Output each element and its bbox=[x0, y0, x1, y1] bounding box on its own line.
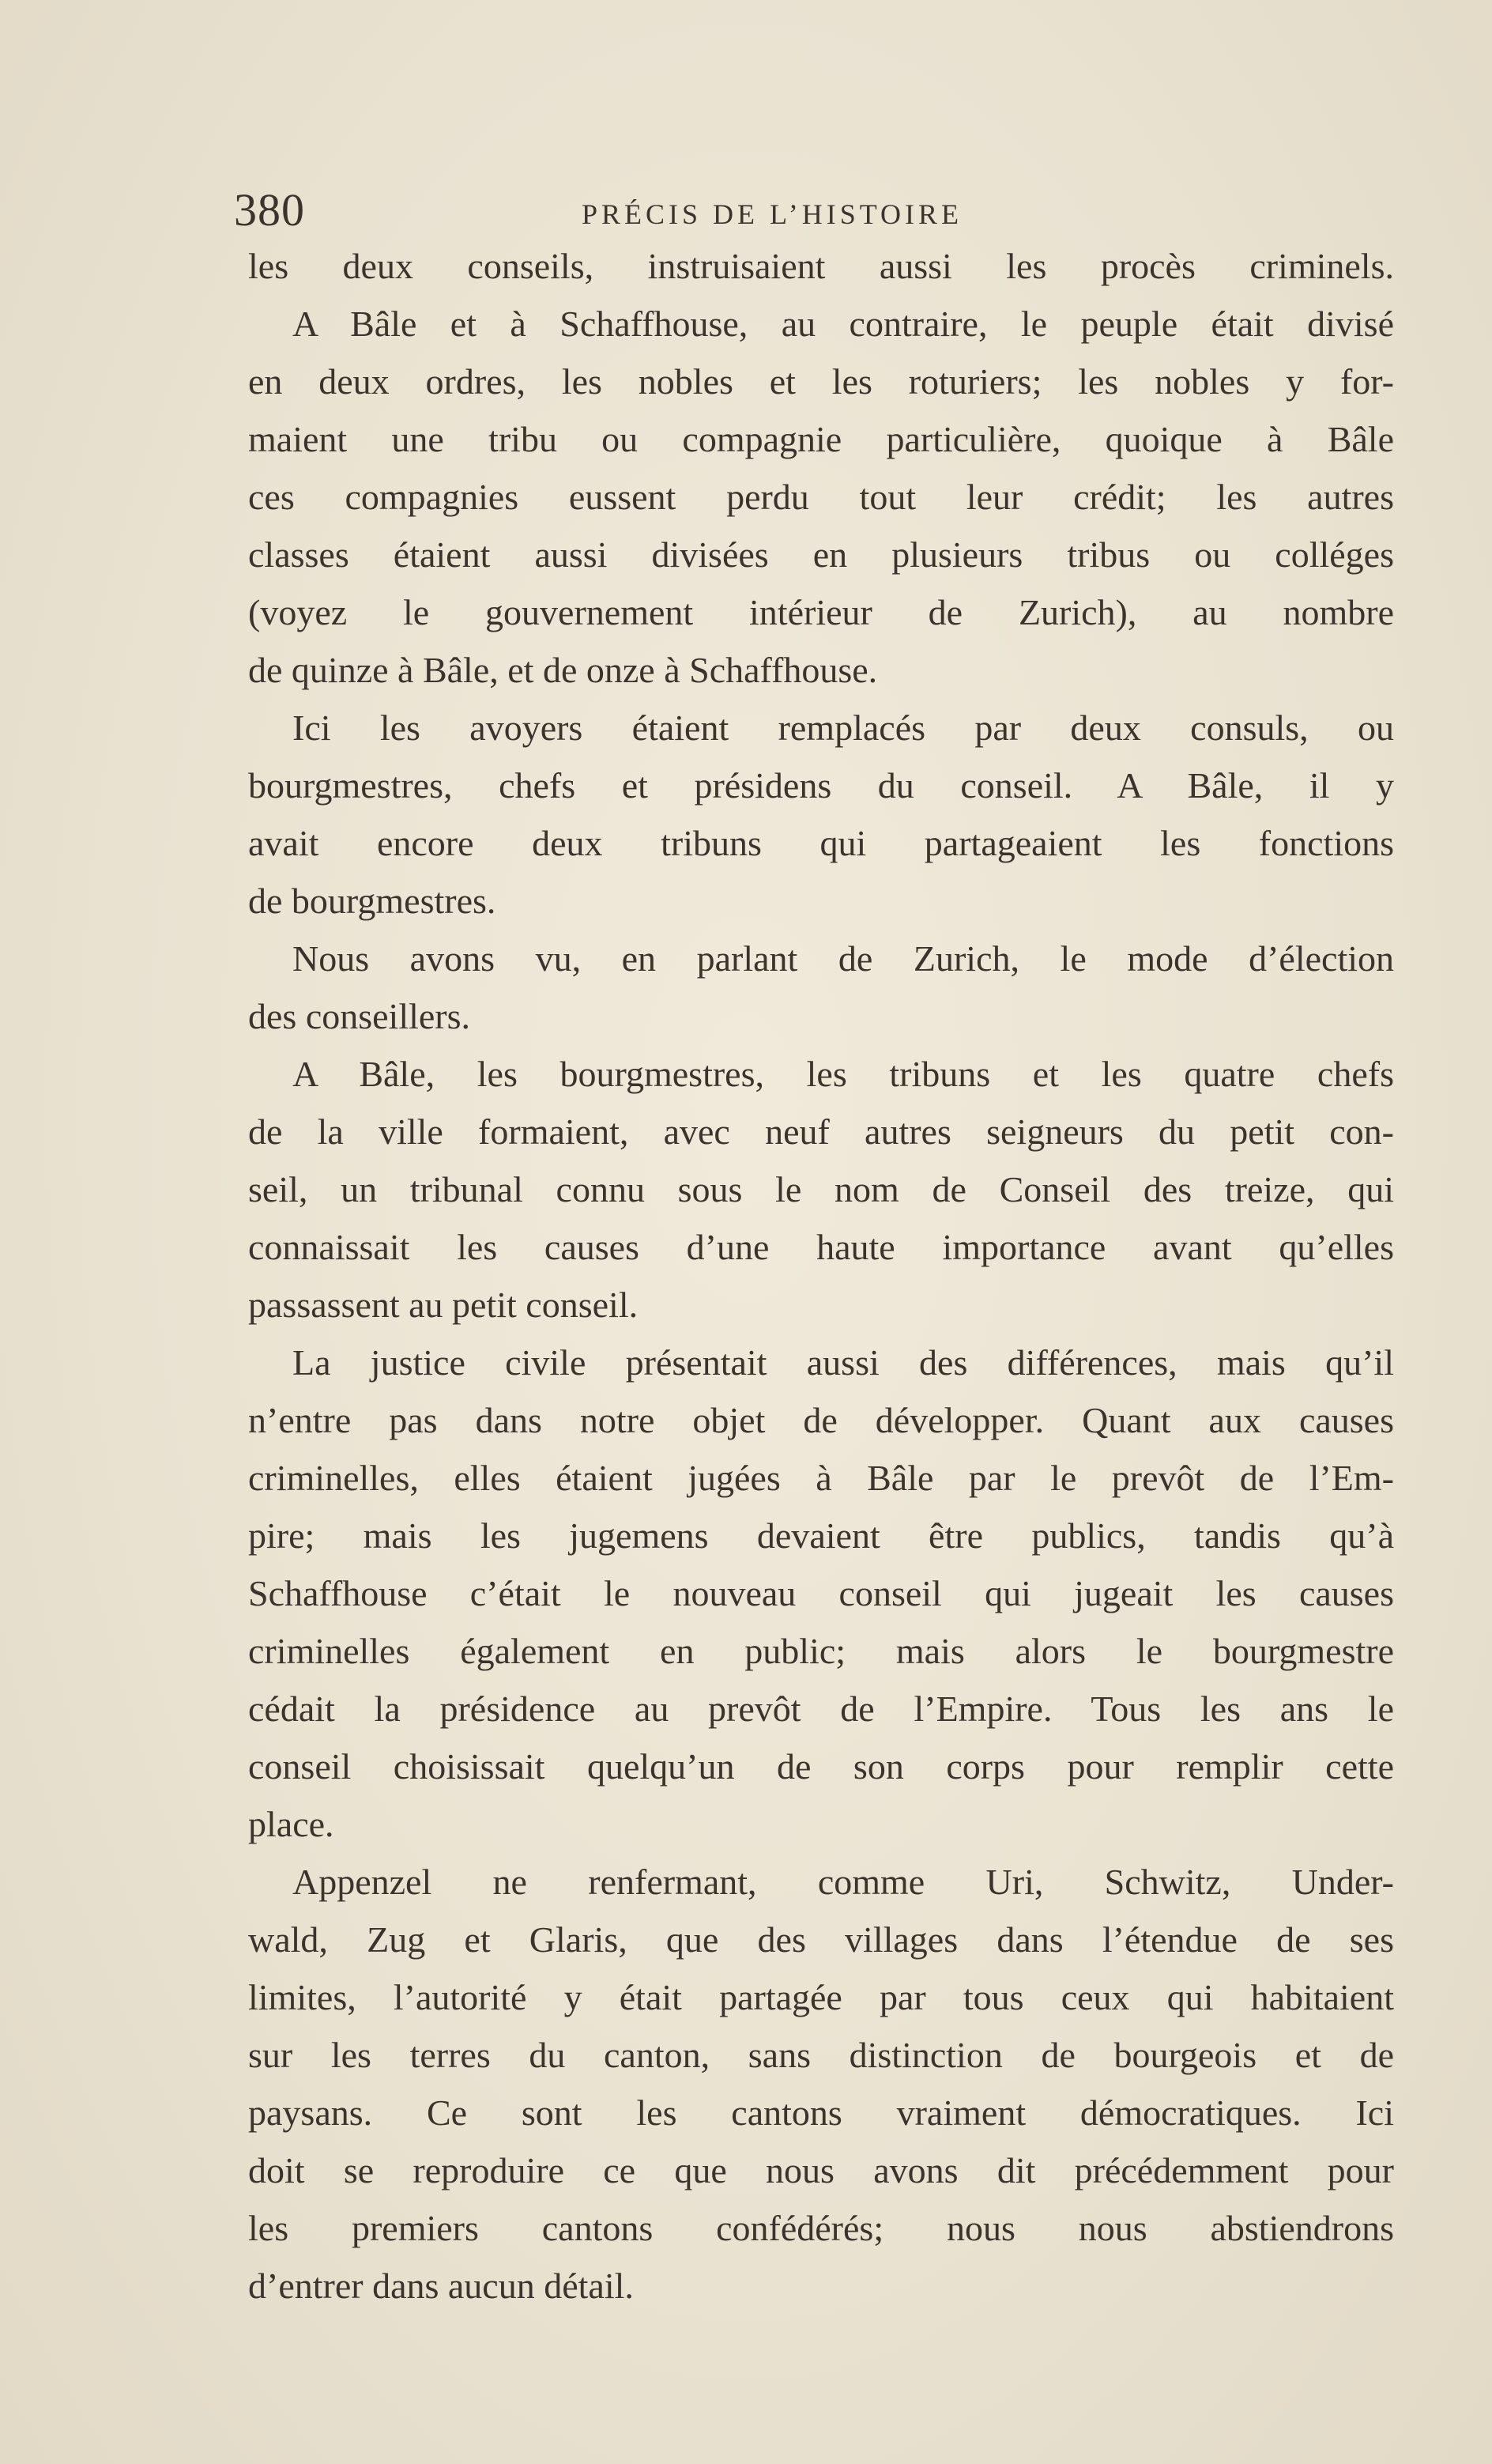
text-line: wald, Zug et Glaris, que des villages dans l’étendue de ses bbox=[248, 1919, 1394, 1960]
text-line: ces compagnies eussent perdu tout leur crédit; les autres bbox=[248, 477, 1394, 517]
text-line: Nous avons vu, en parlant de Zurich, le mode d’élection bbox=[292, 938, 1394, 979]
text-line: en deux ordres, les nobles et les roturiers; les nobles y for- bbox=[248, 361, 1394, 402]
text-line: les deux conseils, instruisaient aussi les procès criminels. bbox=[248, 246, 1394, 286]
text-line: passassent au petit conseil. bbox=[248, 1285, 639, 1325]
text-line: conseil choisissait quelqu’un de son corps pour remplir cette bbox=[248, 1746, 1394, 1787]
text-line: de bourgmestres. bbox=[248, 881, 496, 921]
text-line: d’entrer dans aucun détail. bbox=[248, 2266, 634, 2306]
text-line: avait encore deux tribuns qui partageaient les fonctions bbox=[248, 823, 1394, 863]
text-line: place. bbox=[248, 1804, 334, 1844]
text-line: n’entre pas dans notre objet de développer. Quant aux causes bbox=[248, 1400, 1394, 1440]
text-line: cédait la présidence au prevôt de l’Empire. Tous les ans le bbox=[248, 1689, 1394, 1729]
text-line: pire; mais les jugemens devaient être publics, tandis qu’à bbox=[248, 1515, 1394, 1556]
text-line: Schaffhouse c’était le nouveau conseil qui jugeait les causes bbox=[248, 1573, 1394, 1613]
text-line: criminelles, elles étaient jugées à Bâle par le prevôt de l’Em- bbox=[248, 1458, 1394, 1498]
text-line: classes étaient aussi divisées en plusieurs tribus ou colléges bbox=[248, 534, 1394, 575]
page-body-text bbox=[248, 237, 1394, 2315]
text-line: Ici les avoyers étaient remplacés par deux consuls, ou bbox=[292, 708, 1394, 748]
text-line: connaissait les causes d’une haute importance avant qu’elles bbox=[248, 1227, 1394, 1267]
text-line: les premiers cantons confédérés; nous nous abstiendrons bbox=[248, 2208, 1394, 2248]
text-line: maient une tribu ou compagnie particulière, quoique à Bâle bbox=[248, 419, 1394, 459]
running-title: PRÉCIS DE L’HISTOIRE bbox=[582, 198, 963, 230]
text-line: seil, un tribunal connu sous le nom de Conseil des treize, qui bbox=[248, 1169, 1394, 1209]
text-line: A Bâle, les bourgmestres, les tribuns et les quatre chefs bbox=[292, 1054, 1394, 1094]
text-line: bourgmestres, chefs et présidens du conseil. A Bâle, il y bbox=[248, 765, 1394, 806]
text-line: des conseillers. bbox=[248, 996, 471, 1036]
page-number: 380 bbox=[234, 184, 305, 236]
page-header bbox=[234, 183, 1396, 239]
text-line: (voyez le gouvernement intérieur de Zurich), au nombre bbox=[248, 592, 1394, 632]
text-line: paysans. Ce sont les cantons vraiment démocratiques. Ici bbox=[248, 2092, 1394, 2133]
text-line: sur les terres du canton, sans distinction de bourgeois et de bbox=[248, 2035, 1394, 2075]
text-line: de quinze à Bâle, et de onze à Schaffhouse. bbox=[248, 650, 878, 690]
text-line: de la ville formaient, avec neuf autres seigneurs du petit con- bbox=[248, 1111, 1394, 1152]
text-line: A Bâle et à Schaffhouse, au contraire, le peuple était divisé bbox=[292, 304, 1394, 344]
text-line: criminelles également en public; mais alors le bourgmestre bbox=[248, 1631, 1394, 1671]
text-line: La justice civile présentait aussi des différences, mais qu’il bbox=[292, 1342, 1394, 1383]
text-line: Appenzel ne renfermant, comme Uri, Schwitz, Under- bbox=[292, 1862, 1394, 1902]
text-line: limites, l’autorité y était partagée par tous ceux qui habitaient bbox=[248, 1977, 1394, 2017]
text-line: doit se reproduire ce que nous avons dit précédemment pour bbox=[248, 2150, 1394, 2190]
